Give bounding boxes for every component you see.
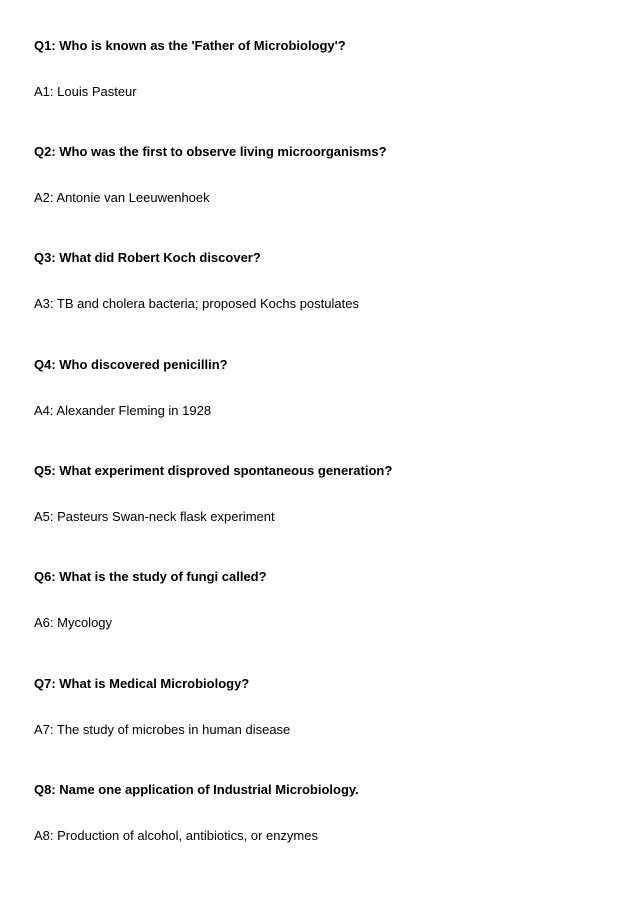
answer-6: A6: Mycology (34, 615, 113, 630)
answer-7: A7: The study of microbes in human disease (34, 722, 291, 737)
answer-8: A8: Production of alcohol, antibiotics, or enzymes (34, 828, 318, 843)
qa-item-2 (34, 144, 614, 250)
question-4: Q4: Who discovered penicillin? (34, 357, 228, 372)
qa-item-1 (34, 38, 614, 144)
question-8: Q8: Name one application of Industrial Microbiology. (34, 782, 359, 797)
question-7: Q7: What is Medical Microbiology? (34, 676, 250, 691)
question-6: Q6: What is the study of fungi called? (34, 569, 267, 584)
qa-item-7 (34, 676, 614, 782)
answer-4: A4: Alexander Fleming in 1928 (34, 403, 212, 418)
question-2: Q2: Who was the first to observe living microorganisms? (34, 144, 387, 159)
question-3: Q3: What did Robert Koch discover? (34, 250, 261, 265)
answer-5: A5: Pasteurs Swan-neck flask experiment (34, 509, 275, 524)
qa-item-5 (34, 463, 614, 569)
qa-item-6 (34, 569, 614, 675)
answer-1: A1: Louis Pasteur (34, 84, 137, 99)
answer-2: A2: Antonie van Leeuwenhoek (34, 190, 210, 205)
question-5: Q5: What experiment disproved spontaneous generation? (34, 463, 393, 478)
question-1: Q1: Who is known as the 'Father of Microbiology'? (34, 38, 346, 53)
qa-item-3 (34, 250, 614, 356)
answer-3: A3: TB and cholera bacteria; proposed Kochs postulates (34, 296, 359, 311)
qa-item-8 (34, 782, 614, 888)
qa-item-4 (34, 357, 614, 463)
